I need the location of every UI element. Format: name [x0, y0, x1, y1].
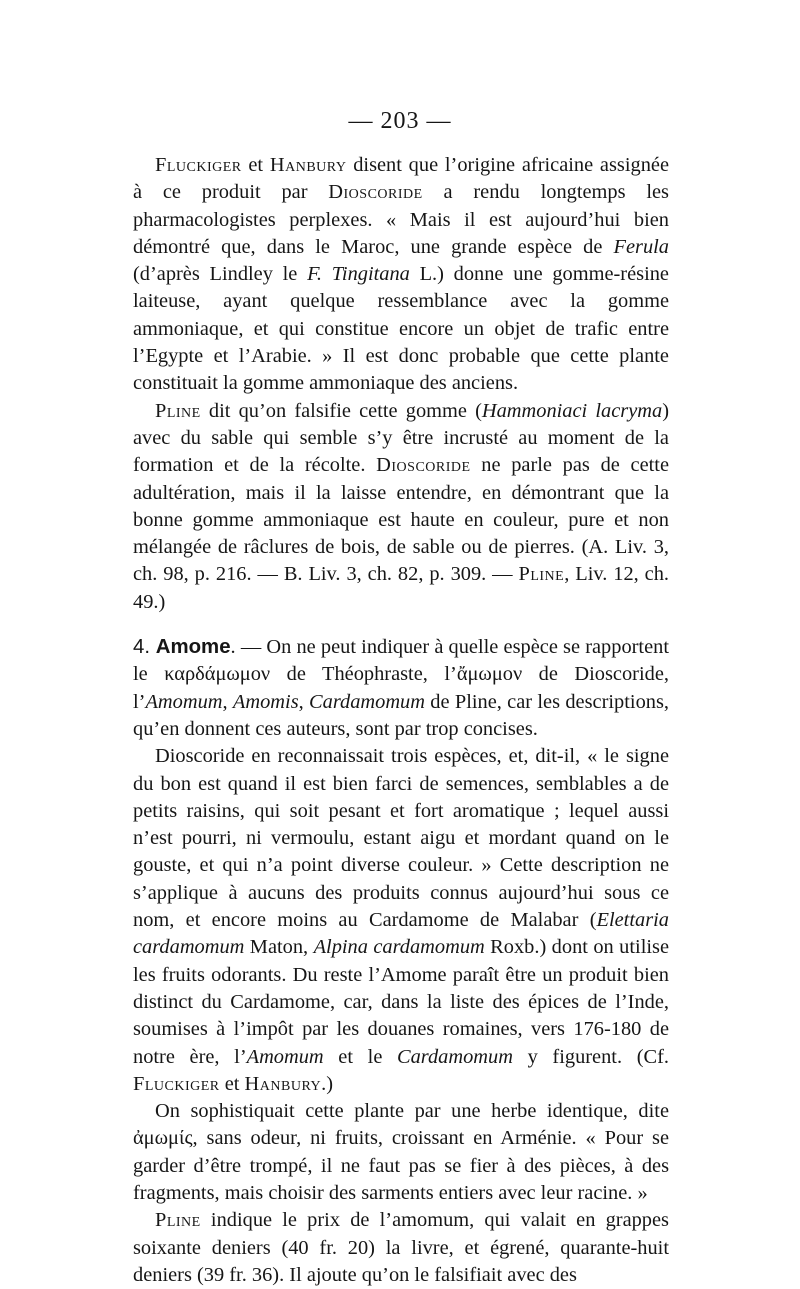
text-run: On sophistiquait cette plante par une herbe identique, dite — [155, 1100, 669, 1123]
text-run: L.) donne une gomme-résine laiteuse, ayant quelque ressemblance avec la gomme ammoniaque, et qui constitue encore un objet de trafic entre l’Egypte et l’Arabie. » Il est donc probable que cette plante constituait la gomme ammoniaque des anciens. — [133, 263, 669, 395]
latin-name: Cardamomum — [397, 1045, 513, 1068]
author-name: Pline — [155, 399, 201, 422]
author-name: Fluckiger — [133, 1072, 220, 1095]
text-run: , Liv. 12, ch. 49.) — [133, 563, 670, 613]
latin-name: Cardamomum — [309, 690, 425, 713]
latin-name: Alpina cardamomum — [313, 936, 485, 959]
text-run: de Théophraste, l’ἄμωμον de Dioscoride, l’ — [133, 663, 669, 713]
text-run: y figurent. (Cf. — [512, 1045, 669, 1068]
author-name: Fluckiger — [155, 154, 242, 176]
text-run: (d’après Lindley le — [133, 263, 308, 286]
text-run: et — [241, 154, 270, 176]
text-body — [133, 152, 669, 1289]
author-name: Hanbury — [244, 1072, 322, 1095]
author-name: Dioscoride — [376, 454, 471, 477]
greek-term: καρδάμωμον — [164, 663, 271, 686]
latin-name: Amomum — [246, 1045, 324, 1068]
author-name: Pline — [518, 563, 565, 586]
text-run: Dioscoride en reconnaissait trois espèces, et, dit-il, « le signe du bon est quand il est bien farci de semences, semblables a de petits raisins, qui soit pesant et fort aromatique ; lequel aussi n’est pourri, ni vermoulu, estant aigu et mordant quand on le gouste, et qui n’a point diverse couleur. » Cette description ne s’applique à aucuns des produits connus aujourd’hui sous ce nom, et encore moins au Cardamome de Malabar ( — [133, 745, 669, 932]
latin-name: F. Tingitana — [307, 263, 410, 286]
paragraph-sophistication — [133, 1098, 669, 1207]
paragraph-dioscoride-species — [133, 743, 669, 1098]
text-run: a rendu longtemps les pharmacologistes perplexes. « Mais il est aujourd’hui bien démontré que, dans le Maroc, une grande espèce de — [133, 181, 669, 258]
text-run: Maton, — [244, 936, 314, 959]
text-run: et le — [323, 1045, 398, 1068]
paragraph-pline-falsification — [133, 398, 669, 616]
greek-term: ἀμωμίς — [133, 1127, 193, 1150]
text-run: , — [298, 690, 310, 713]
text-run: Roxb.) dont on utilise les fruits odorants. Du reste l’Amome paraît être un produit bien distinct du Cardamome, car, dans la liste des épices de l’Inde, soumises à l’impôt par les douanes romaines, vers 176-180 de notre ère, l’ — [133, 936, 670, 1068]
text-run: indique le prix de l’amomum, qui valait en grappes soixante deniers (40 fr. 20) la livre, et égrené, quarante-huit deniers (39 fr. 36). Il ajoute qu’on le falsifiait avec des — [133, 1209, 669, 1286]
text-run: et — [219, 1072, 245, 1095]
text-run: disent que l’origine africaine assignée à ce produit par — [133, 154, 670, 204]
latin-name: Amomis — [232, 690, 299, 713]
latin-name: Ferula — [613, 235, 669, 258]
latin-name: Hammoniaci lacryma — [481, 399, 663, 422]
paragraph-amome-heading — [133, 634, 669, 743]
paragraph-gomme-ammoniaque-origin — [133, 152, 669, 398]
text-run: . — On ne peut indiquer à quelle espèce se rapportent le — [133, 636, 669, 686]
author-name: Pline — [155, 1209, 201, 1232]
text-run: , — [222, 690, 233, 713]
text-run: ne parle pas de cette adultération, mais il la laisse entendre, en démontrant que la bonne gomme ammoniaque est haute en couleur, pure et non mélangée de râclures de bois, de sable ou de pierres. (A. Liv. 3, ch. 98, p. 216. — B. Liv. 3, ch. 82, p. 309. — — [133, 454, 669, 586]
text-run: dit qu’on falsifie cette gomme ( — [200, 399, 482, 422]
text-run: .) — [321, 1072, 334, 1095]
author-name: Dioscoride — [328, 181, 423, 204]
latin-name: Amomum — [145, 690, 223, 713]
page-number: — 203 — — [348, 108, 452, 134]
latin-name: Elettaria cardamomum — [133, 909, 669, 959]
author-name: Hanbury — [269, 154, 347, 176]
text-run: , sans odeur, ni fruits, croissant en Arménie. « Pour se garder d’être trompé, il ne faut pas se fier à des pièces, à des fragments, mais choisir des sarments entiers avec leur racine. » — [133, 1127, 669, 1204]
text-run: ) avec du sable qui semble s’y être incrusté au moment de la formation et de la récolte. — [133, 399, 669, 477]
section-title: Amome — [155, 636, 231, 659]
paragraph-pline-price — [133, 1207, 669, 1289]
text-run: de Pline, car les descriptions, qu’en donnent ces auteurs, sont par trop concises. — [133, 690, 669, 740]
section-number: 4. — [133, 636, 156, 659]
